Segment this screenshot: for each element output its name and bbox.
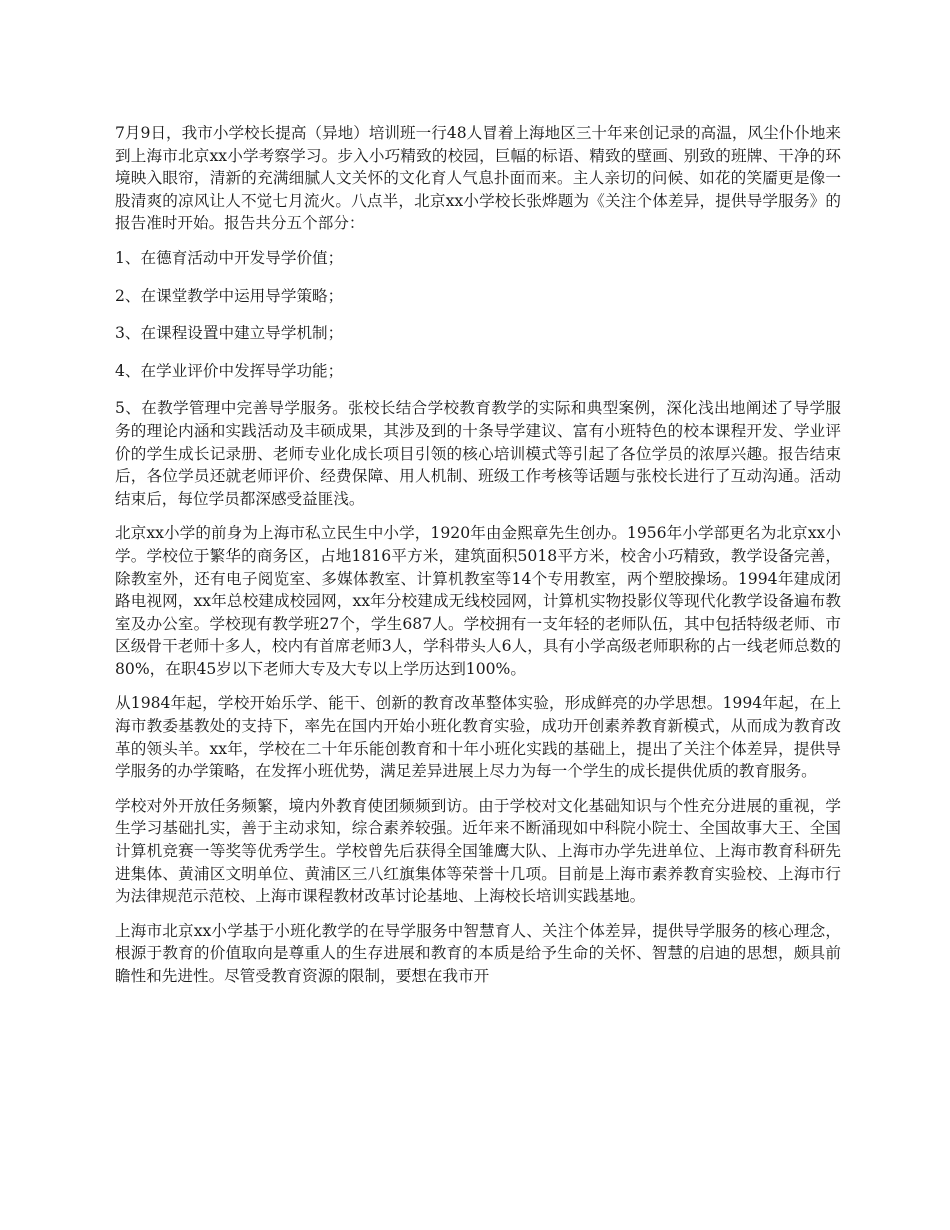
document-body bbox=[115, 122, 841, 1000]
report-part-3: 3、在课程设置中建立导学机制； bbox=[115, 324, 344, 343]
report-part-2: 2、在课堂教学中运用导学策略； bbox=[115, 286, 344, 305]
core-philosophy-paragraph: 上海市北京xx小学基于小班化教学的在导学服务中智慧育人、关注个体差异，提供导学服务的核心理念，根源于教育的价值取向是尊重人的生存进展和教育的本质是给予生命的关怀、智慧的启迪的思想，颇具前瞻性和先进性。尽管受教育资源的限制，要想在我市开 bbox=[115, 921, 841, 985]
report-part-1: 1、在德育活动中开发导学价值； bbox=[115, 248, 344, 267]
school-history-paragraph: 北京xx小学的前身为上海市私立民生中小学，1920年由金熙章先生创办。1956年小学部更名为北京xx小学。学校位于繁华的商务区，占地1816平方米，建筑面积5018平方米，校舍小巧精致，教学设备完善，除教室外，还有电子阅览室、多媒体教室、计算机教室等14个专用教室，两个塑胶操场。1994年建成闭路电视网，xx年总校建成校园网，xx年分校建成无线校园网，计算机实物投影仪等现代化教学设备遍布教室及办公室。学校现有教学班27个，学生687人。学校拥有一支年轻的老师队伍，其中包括特级老师、市区级骨干老师十多人，校内有首席老师3人，学科带头人6人，具有小学高级老师职称的占一线老师总数的80%，在职45岁以下老师大专及大专以上学历达到100%。 bbox=[115, 524, 841, 678]
report-part-4: 4、在学业评价中发挥导学功能； bbox=[115, 361, 344, 380]
intro-paragraph: 7月9日，我市小学校长提高（异地）培训班一行48人冒着上海地区三十年来创记录的高温，风尘仆仆地来到上海市北京xx小学考察学习。步入小巧精致的校园，巨幅的标语、精致的壁画、别致的班牌、干净的环境映入眼帘，清新的充满细腻人文关怀的文化育人气息扑面而来。主人亲切的问候、如花的笑靥更是像一股清爽的凉风让人不觉七月流火。八点半，北京xx小学校长张烨题为《关注个体差异，提供导学服务》的报告准时开始。报告共分五个部分： bbox=[115, 124, 841, 233]
report-part-5-paragraph: 5、在教学管理中完善导学服务。张校长结合学校教育教学的实际和典型案例，深化浅出地阐述了导学服务的理论内涵和实践活动及丰硕成果，其涉及到的十条导学建议、富有小班特色的校本课程开发、学业评价的学生成长记录册、老师专业化成长项目引领的核心培训模式等引起了各位学员的浓厚兴趣。报告结束后，各位学员还就老师评价、经费保障、用人机制、班级工作考核等话题与张校长进行了互动沟通。活动结束后，每位学员都深感受益匪浅。 bbox=[115, 399, 841, 508]
reform-history-paragraph: 从1984年起，学校开始乐学、能干、创新的教育改革整体实验，形成鲜亮的办学思想。1994年起，在上海市教委基教处的支持下，率先在国内开始小班化教育实验，成功开创素养教育新模式，从而成为教育改革的领头羊。xx年，学校在二十年乐能创教育和十年小班化实践的基础上，提出了关注个体差异，提供导学服务的办学策略，在发挥小班优势，满足差异进展上尽力为每一个学生的成长提供优质的教育服务。 bbox=[115, 694, 841, 781]
school-honors-paragraph: 学校对外开放任务频繁，境内外教育使团频频到访。由于学校对文化基础知识与个性充分进展的重视，学生学习基础扎实，善于主动求知，综合素养较强。近年来不断涌现如中科院小院士、全国故事大王、全国计算机竞赛一等奖等优秀学生。学校曾先后获得全国雏鹰大队、上海市办学先进单位、上海市教育科研先进集体、黄浦区文明单位、黄浦区三八红旗集体等荣誉十几项。目前是上海市素养教育实验校、上海市行为法律规范示范校、上海市课程教材改革讨论基地、上海校长培训实践基地。 bbox=[115, 796, 841, 906]
